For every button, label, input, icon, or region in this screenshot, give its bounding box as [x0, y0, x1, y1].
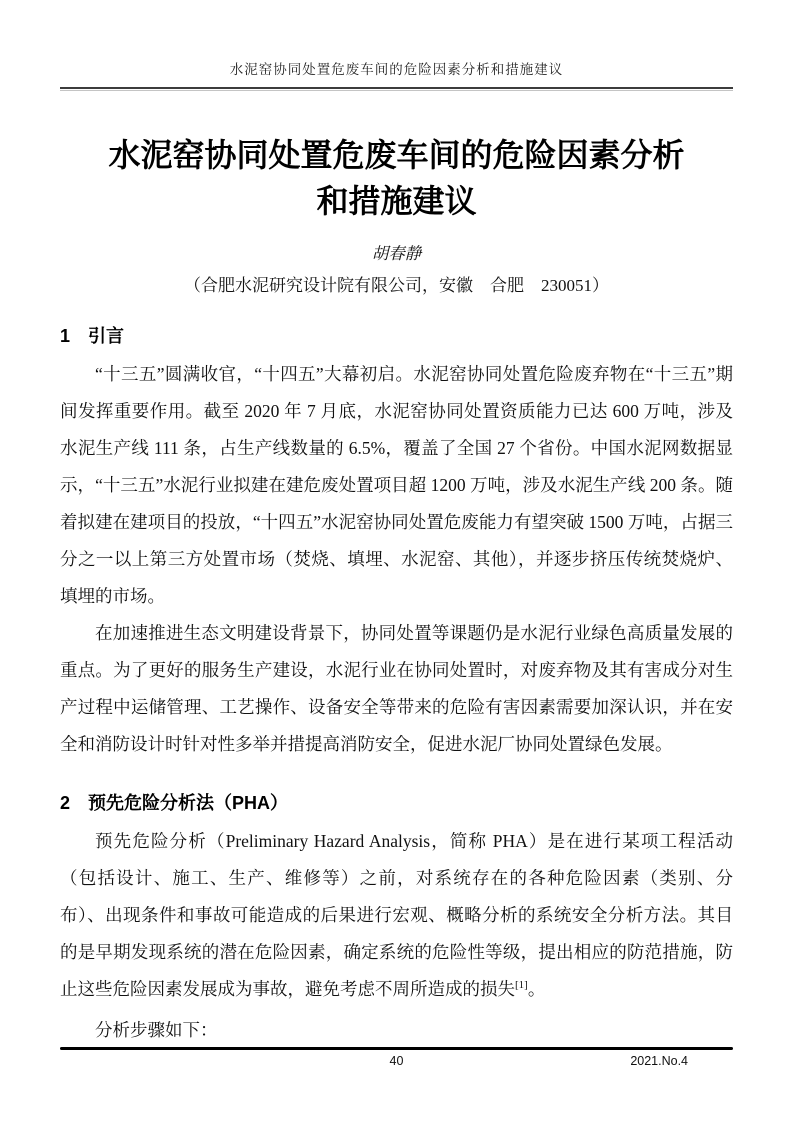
section-2-paragraph-1-text: 预先危险分析（Preliminary Hazard Analysis，简称 PHA）是在进行某项工程活动（包括设计、施工、生产、维修等）之前，对系统存在的各种危险因素（类别、分布）、出现条件和事故可能造成的后果进行宏观、概略分析的系统安全分析方法。其目的是早期发现系统的潜在危险因素，确定系统的危险性等级，提出相应的防范措施，防止这些危险因素发展成为事故，避免考虑不周所造成的损失 [60, 831, 733, 999]
page-number: 40 [389, 1054, 404, 1068]
section-2-paragraph-1 [60, 823, 733, 1008]
article-title-line-2: 和措施建议 [316, 183, 477, 219]
article-body [60, 100, 733, 1049]
section-1-paragraph-2: 在加速推进生态文明建设背景下，协同处置等课题仍是水泥行业绿色高质量发展的重点。为了更好的服务生产建设，水泥行业在协同处置时，对废弃物及其有害成分对生产过程中运储管理、工艺操作、设备安全等带来的危险有害因素需要加深认识，并在安全和消防设计时针对性多举并措提高消防安全，促进水泥厂协同处置绿色发展。 [60, 623, 733, 754]
article-title [60, 132, 733, 224]
page-footer [60, 1047, 733, 1072]
author-affiliation: （合肥水泥研究设计院有限公司，安徽 合肥 230051） [184, 276, 609, 295]
section-2-paragraph-1-period: 。 [527, 979, 546, 999]
steps-intro: 分析步骤如下： [95, 1020, 218, 1040]
journal-issue: 2021.No.4 [630, 1054, 688, 1068]
article-title-line-1: 水泥窑协同处置危废车间的危险因素分析 [108, 137, 685, 173]
section-1-heading: 1 引言 [60, 326, 125, 346]
running-header-title: 水泥窑协同处置危废车间的危险因素分析和措施建议 [60, 58, 733, 89]
footer-rule [60, 1047, 733, 1050]
running-header [60, 0, 733, 89]
citation-ref-1: [1] [515, 979, 528, 992]
section-2-heading: 2 预先危险分析法（PHA） [60, 793, 289, 813]
footer-row [60, 1054, 733, 1072]
section-1-paragraph-1: “十三五”圆满收官，“十四五”大幕初启。水泥窑协同处置危险废弃物在“十三五”期间发挥重要作用。截至 2020 年 7 月底，水泥窑协同处置资质能力已达 600 万吨，涉及水泥生产线 111 条，占生产线数量的 6.5%，覆盖了全国 27 个省份。中国水泥网数据显示，“十三五”水泥行业拟建在建危废处置项目超 1200 万吨，涉及水泥生产线 200 条。随着拟建在建项目的投放，“十四五”水泥窑协同处置危废能力有望突破 1500 万吨，占据三分之一以上第三方处置市场（焚烧、填埋、水泥窑、其他），并逐步挤压传统焚烧炉、填埋的市场。 [60, 364, 733, 606]
author-name: 胡春静 [371, 244, 422, 263]
